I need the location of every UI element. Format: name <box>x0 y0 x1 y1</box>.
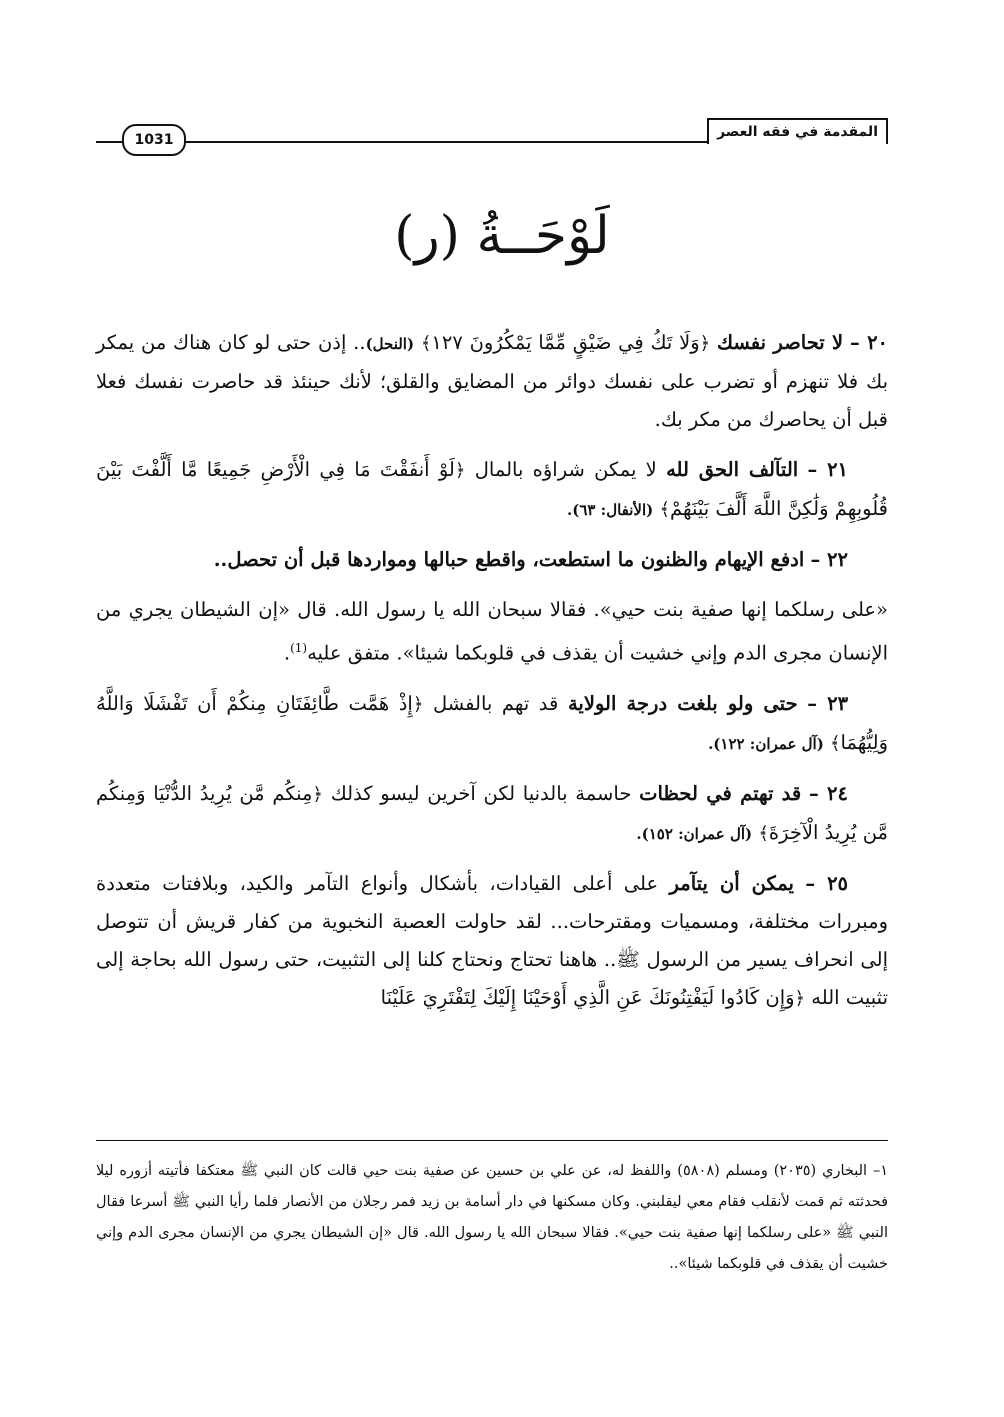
paragraph-21 <box>96 451 888 529</box>
quran-verse: وَلَا تَكُ فِي ضَيْقٍ مِّمَّا يَمْكُرُونَ ١٢٧ <box>431 331 700 354</box>
item-heading: يمكن أن يتآمر <box>669 871 794 895</box>
paragraph-20 <box>96 324 888 439</box>
page-header <box>96 118 888 148</box>
item-heading: قد تهتم في لحظات <box>639 781 802 805</box>
verse-close-bracket: ﴾ <box>830 732 841 754</box>
quran-verse: إِذْ هَمَّت طَّائِفَتَانِ مِنكُمْ أَن تَفْشَلَا وَاللَّهُ وَلِيُّهُمَا <box>96 691 888 754</box>
page-number-badge: 1031 <box>122 124 186 156</box>
running-title: المقدمة في فقه العصر <box>707 118 888 144</box>
verse-reference: (آل عمران: ١٢٢). <box>708 734 824 753</box>
verse-reference: (الأنفال: ٦٣). <box>566 501 654 519</box>
item-number: ٢١ – <box>807 458 849 481</box>
verse-close-bracket: ﴾ <box>758 822 769 844</box>
verse-open-bracket: ﴿ <box>794 987 806 1009</box>
verse-close-bracket: ﴾ <box>659 499 670 520</box>
paragraph-text: .. إذن حتى لو كان هناك من يمكر بك فلا تنهزم أو تضرب على نفسك دوائر من المضايق والقلق؛ لأنك حينئذ قد حاصرت نفسك فعلا قبل أن يحاصرك من مكر بك. <box>96 331 888 431</box>
item-heading: التآلف الحق لله <box>666 458 799 481</box>
item-heading: لا تحاصر نفسك <box>716 331 844 354</box>
item-number: ٢٣ – <box>807 691 849 715</box>
verse-open-bracket: ﴿ <box>312 783 323 805</box>
paragraph-24 <box>96 775 888 853</box>
verse-reference: (آل عمران: ١٥٢). <box>636 824 753 843</box>
paragraph-text: «على رسلكما إنها صفية بنت حيي». فقالا سبحان الله يا رسول الله. قال «إن الشيطان يجري من الإنسان مجرى الدم وإني خشيت أن يقذف في قلوبكما شيئا». متفق عليه <box>96 598 888 665</box>
paragraph-text-end: . <box>283 641 291 665</box>
item-number: ٢٤ – <box>808 781 848 805</box>
section-title: لَوْحَــةُ (ر) <box>394 206 610 266</box>
item-heading: ادفع الإيهام والظنون ما استطعت، واقطع حبالها ومواردها قبل أن تحصل.. <box>213 548 805 571</box>
verse-open-bracket: ﴿ <box>699 333 711 354</box>
verse-open-bracket: ﴿ <box>454 460 466 481</box>
paragraph-22 <box>96 541 888 579</box>
quran-verse: لَوْ أَنفَقْتَ مَا فِي الْأَرْضِ جَمِيعًا مَّا أَلَّفْتَ بَيْنَ قُلُوبِهِمْ وَلَٰكِنَّ اللَّهَ أَلَّفَ بَيْنَهُمْ <box>96 458 888 520</box>
verse-open-bracket: ﴿ <box>412 693 424 715</box>
paragraph-23 <box>96 685 888 763</box>
paragraph-text: قد تهم بالفشل <box>432 691 559 715</box>
footnotes <box>96 1156 888 1280</box>
verse-close-bracket: ﴾ <box>420 333 432 354</box>
quran-verse: مِنكُم مَّن يُرِيدُ الدُّنْيَا وَمِنكُم مَّن يُرِيدُ الْآخِرَةَ <box>96 781 888 844</box>
paragraph-text: حاسمة بالدنيا لكن آخرين ليسو كذلك <box>330 781 632 805</box>
item-heading: حتى ولو بلغت درجة الولاية <box>567 691 798 715</box>
main-text <box>96 324 888 1030</box>
paragraph-25 <box>96 865 888 1018</box>
paragraph-text: لا يمكن شراؤه بالمال <box>474 458 657 481</box>
paragraph-text: على أعلى القيادات، بأشكال وأنواع التآمر والكيد، وبلافتات متعددة ومبررات مختلفة، ومسميات ومقترحات... لقد حاولت العصبة النخبوية من كفار قريش أن تتوصل إلى انحراف يسير من الرسول ﷺ.. هاهنا تحتاج ونحتاج كلنا إلى التثبيت، حتى رسول الله بحاجة إلى تثبيت الله <box>96 871 888 1009</box>
quran-verse: وَإِن كَادُوا لَيَفْتِنُونَكَ عَنِ الَّذِي أَوْحَيْنَا إِلَيْكَ لِتَفْتَرِيَ عَلَيْنَا <box>380 985 795 1009</box>
hadith-paragraph <box>96 591 888 673</box>
footnote-marker[interactable]: (1) <box>290 641 308 655</box>
item-number: ٢٠ – <box>849 331 889 354</box>
footnote-separator <box>96 1140 888 1141</box>
verse-reference: (النحل) <box>365 335 415 353</box>
item-number: ٢٥ – <box>805 871 849 895</box>
item-number: ٢٢ – <box>810 548 848 571</box>
footnote-1: ١– البخاري (٢٠٣٥) ومسلم (٥٨٠٨) واللفظ له، عن علي بن حسين عن صفية بنت حيي قالت كان النبي ﷺ معتكفا فأتيته أزوره ليلا فحدثته ثم قمت لأنقلب فقام معي ليقلبني. وكان مسكنها في دار أسامة بن زيد فمر رجلان من الأنصار فلما رأيا النبي ﷺ أسرعا فقال النبي ﷺ «على رسلكما إنها صفية بنت حيي». فقالا سبحان الله يا رسول الله. قال «إن الشيطان يجري من الإنسان مجرى الدم وإني خشيت أن يقذف في قلوبكما شيئا».. <box>96 1163 889 1272</box>
